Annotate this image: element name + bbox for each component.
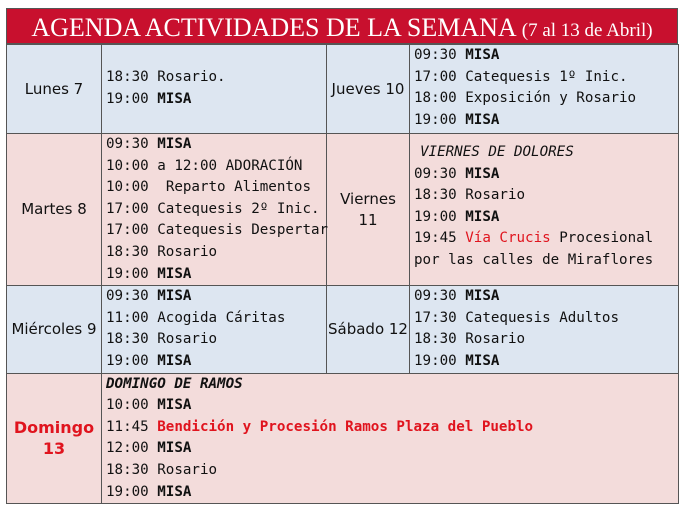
day-heading-domingo: DOMINGO DE RAMOS: [106, 375, 243, 392]
activity-item: 18:30 Rosario: [106, 243, 218, 260]
activity-item: 18:30 Rosario: [414, 187, 526, 204]
activities-sabado: [410, 286, 679, 373]
activity-item: 10:00 Reparto Alimentos: [106, 179, 312, 196]
activity-item: 09:30 MISA: [414, 165, 500, 182]
activity-item: 18:00 Exposición y Rosario: [414, 90, 637, 107]
activity-item: 09:30 MISA: [106, 288, 192, 305]
activity-item: 18:30 Rosario: [106, 461, 218, 478]
activity-item: 19:00 MISA: [414, 352, 500, 369]
activities-martes: [102, 134, 327, 286]
activity-item: 17:00 Catequesis 1º Inic.: [414, 68, 628, 85]
activities-viernes: [410, 134, 679, 286]
activity-item: 11:00 Acogida Cáritas: [106, 309, 286, 326]
agenda-row-3: [7, 286, 679, 373]
activity-item: 09:30 MISA: [106, 136, 192, 152]
agenda-title: [6, 8, 678, 44]
activity-item: 17:00 Catequesis 2º Inic.: [106, 200, 320, 217]
day-label-viernes: Viernes 11: [327, 134, 410, 286]
activity-item: 19:00 MISA: [106, 265, 192, 282]
activity-item: 12:00 MISA: [106, 440, 192, 457]
activity-item: 19:00 MISA: [106, 483, 192, 500]
activity-item: 19:00 MISA: [106, 352, 192, 369]
day-label-lunes: Lunes 7: [7, 45, 102, 134]
agenda-row-2: [7, 134, 679, 286]
agenda-row-1: [7, 45, 679, 134]
activities-jueves: [410, 45, 679, 134]
day-label-domingo: Domingo 13: [7, 373, 102, 504]
activity-item: 10:00 MISA: [106, 397, 192, 414]
activity-item: 11:45 Bendición y Procesión Ramos Plaza del Pueblo: [106, 418, 534, 435]
activity-item: 17:00 Catequesis Despertar: [106, 222, 329, 239]
activity-item: 19:00 MISA: [414, 208, 500, 225]
activity-item: 19:00 MISA: [414, 111, 500, 128]
day-label-jueves: Jueves 10: [327, 45, 410, 134]
agenda-title-main: AGENDA ACTIVIDADES DE LA SEMANA: [31, 13, 516, 42]
activities-domingo: [102, 373, 679, 504]
activity-item: 10:00 a 12:00 ADORACIÓN: [106, 157, 303, 174]
activity-item: 18:30 Rosario: [414, 331, 526, 348]
activity-item: 17:30 Catequesis Adultos: [414, 309, 620, 326]
agenda-row-4: [7, 373, 679, 504]
agenda-sheet: [6, 8, 678, 500]
activity-item: 18:30 Rosario.: [106, 69, 226, 86]
activity-item: 09:30 MISA: [414, 288, 500, 305]
day-heading-viernes: VIERNES DE DOLORES: [420, 144, 574, 160]
activity-item: 19:00 MISA: [106, 91, 192, 107]
activity-item-procession: 19:45 Vía Crucis Procesional por las calles de Miraflores: [414, 230, 654, 268]
activities-lunes: [102, 45, 327, 134]
activity-item: 09:30 MISA: [414, 47, 500, 63]
agenda-title-dates: (7 al 13 de Abril): [521, 20, 653, 41]
day-label-martes: Martes 8: [7, 134, 102, 286]
activities-miercoles: [102, 286, 327, 373]
day-label-miercoles: Miércoles 9: [7, 286, 102, 373]
agenda-table: [6, 44, 679, 504]
activity-item: 18:30 Rosario: [106, 331, 218, 348]
day-label-sabado: Sábado 12: [327, 286, 410, 373]
